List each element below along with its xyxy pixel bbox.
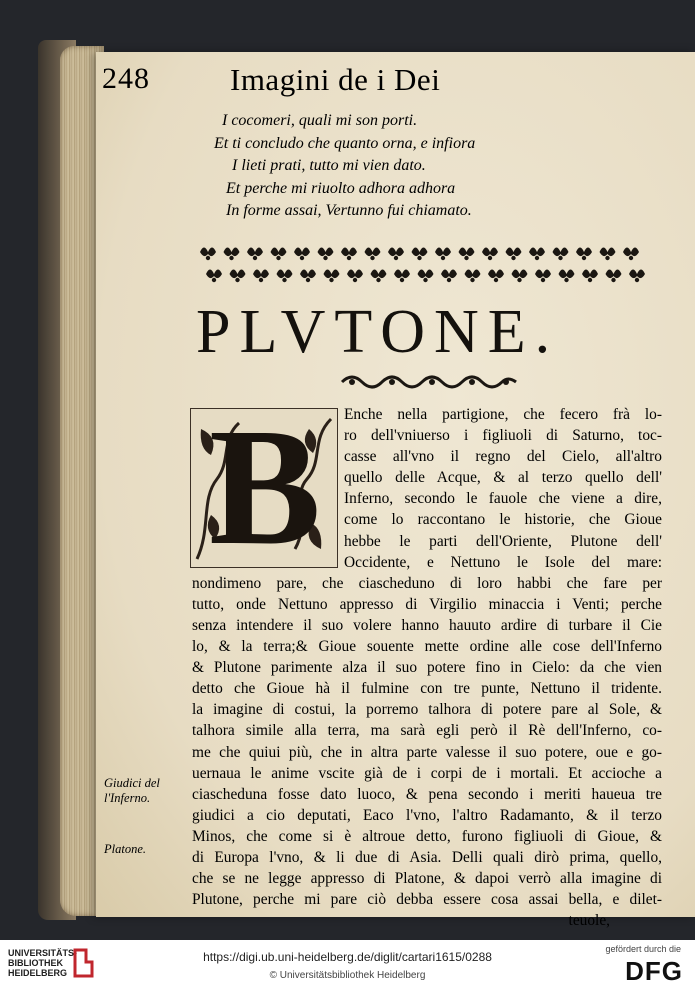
fleuron-mark [230,270,246,283]
text-line: detto che Gioue hà il fulmine con tre punte, Nettuno il tridente. [192,680,662,698]
text-line: Minos, che come si è altroue detto, furono figliuoli di Gioue, & [192,827,662,845]
dfg-logo: DFG [625,956,683,986]
text-line: tutto, onde Nettuno appresso di Virgilio minaccia i Venti; perche [192,595,662,613]
marginal-note-platone: Platone. [104,842,147,856]
scroll-ornament [338,370,520,394]
fleuron-mark [488,270,504,283]
page-header [102,62,662,102]
fleuron-mark [582,270,598,283]
fleuron-mark [388,248,404,261]
fleuron-mark [512,270,528,283]
fleuron-mark [365,248,381,261]
fleuron-mark [412,248,428,261]
fleuron-mark [347,270,363,283]
text-line: senza intendere il suo volere hanno hauuto ardire di turbare il Cie [192,616,662,634]
text-line: Occidente, e Nettuno le Isole del mare: [344,553,662,571]
fleuron-mark [606,270,622,283]
poem-line: I cocomeri, quali mi son porti. [222,112,418,129]
fleuron-mark [371,270,387,283]
text-line: lo, & la terra;& Gioue souente mette ordine alle cose dell'Inferno [192,638,662,656]
fleuron-mark [294,248,310,261]
fleuron-mark [277,270,293,283]
fleuron-mark [623,248,639,261]
text-line: di Europa l'vno, & li due di Asia. Delli quali dirò prima, quello, [192,848,662,866]
fleuron-mark [535,270,551,283]
viewer-footer [0,940,695,990]
fleuron-mark [318,248,334,261]
fleuron-mark [559,270,575,283]
text-line: quello delle Acque, & al terzo quello dell' [344,469,662,487]
marginal-line: l'Inferno. [104,791,151,805]
fleuron-mark [271,248,287,261]
funded-by-label: gefördert durch die [605,944,681,954]
poem-stanza [214,110,594,223]
poem-line: Et ti concludo che quanto orna, e infiora [214,134,476,152]
fleuron-mark [200,248,216,261]
text-line: ciascheduna fosse dato luoco, & pena secondo i meriti haueua tre [192,785,662,803]
text-line: casse all'vno il regno del Cielo, all'altro [344,448,662,466]
text-line: che se ne legge appresso di Platone, & dapoi verrò alla imagine di [192,870,662,888]
text-line: & Plutone parimente alza il suo potere fino in Cielo: da che vien [192,659,662,677]
text-line: talhora simile alla terra, ma sarà egli però il Rè dell'Inferno, co- [192,722,662,740]
fleuron-mark [341,248,357,261]
fleuron-mark [300,270,316,283]
fleuron-mark [459,248,475,261]
fleuron-mark [441,270,457,283]
poem-line: In forme assai, Vertunno fui chiamato. [226,202,472,219]
fleuron-mark [482,248,498,261]
fleuron-mark [253,270,269,283]
text-line: Plutone, perche mi pare ciò debba essere cosa assai bella, e dilet- [192,891,662,909]
fleuron-border [196,240,656,288]
document-url[interactable]: https://digi.ub.uni-heidelberg.de/diglit/cartari1615/0288 [203,950,492,964]
fleuron-mark [465,270,481,283]
fleuron-mark [629,270,645,283]
body-text [192,394,662,931]
library-name-line: UNIVERSITÄTS- [8,948,78,958]
running-head: Imagini de i Dei [230,62,441,97]
text-line: Inferno, secondo le fauole che viene a dire, [344,490,662,508]
fleuron-mark [418,270,434,283]
fleuron-mark [529,248,545,261]
fleuron-mark [576,248,592,261]
initial-letter: B [209,394,322,580]
text-line: ro dell'vniuerso i figliuoli di Saturno, toc- [344,427,662,445]
fleuron-mark [394,270,410,283]
fleuron-mark [435,248,451,261]
fleuron-mark [247,248,263,261]
poem-line: I lieti prati, tutto mi vien dato. [232,157,426,174]
text-line: come lo raccontano le historie, che Gioue [344,511,662,529]
marginal-line: Giudici del [104,776,160,790]
fleuron-mark [224,248,240,261]
text-line: Enche nella partigione, che fecero frà lo- [344,406,662,423]
text-line: giudici a cio deputati, Eaco l'vno, l'altro Radamanto, & il terzo [192,806,662,824]
text-line: me che quiui più, che in altra parte valesse il suo potere, oue e go- [192,743,662,761]
copyright-notice: © Universitätsbibliothek Heidelberg [269,970,426,981]
marginal-note-giudici [104,776,160,806]
text-line: nondimeno pare, che ciascheduno di loro habbi che fare per [192,574,662,592]
catchword: teuole, [568,912,610,930]
fleuron-mark [206,270,222,283]
poem-line: Et perche mi riuolto adhora adhora [226,179,456,197]
page-number: 248 [102,62,150,95]
fleuron-mark [324,270,340,283]
chapter-title: PLVTONE. [196,298,560,366]
text-line: hebbe le parti dell'Oriente, Plutone dell' [344,532,662,550]
fleuron-mark [506,248,522,261]
library-name-line: BIBLIOTHEK [8,958,63,968]
text-line: uernaua le anime vscite già de i corpi de i mortali. Et accioche a [192,764,662,782]
fleuron-mark [553,248,569,261]
fleuron-mark [600,248,616,261]
text-line: la imagine di costui, la porremo talhora di potere pare al Sole, & [192,701,662,719]
library-name-line: HEIDELBERG [8,968,68,978]
